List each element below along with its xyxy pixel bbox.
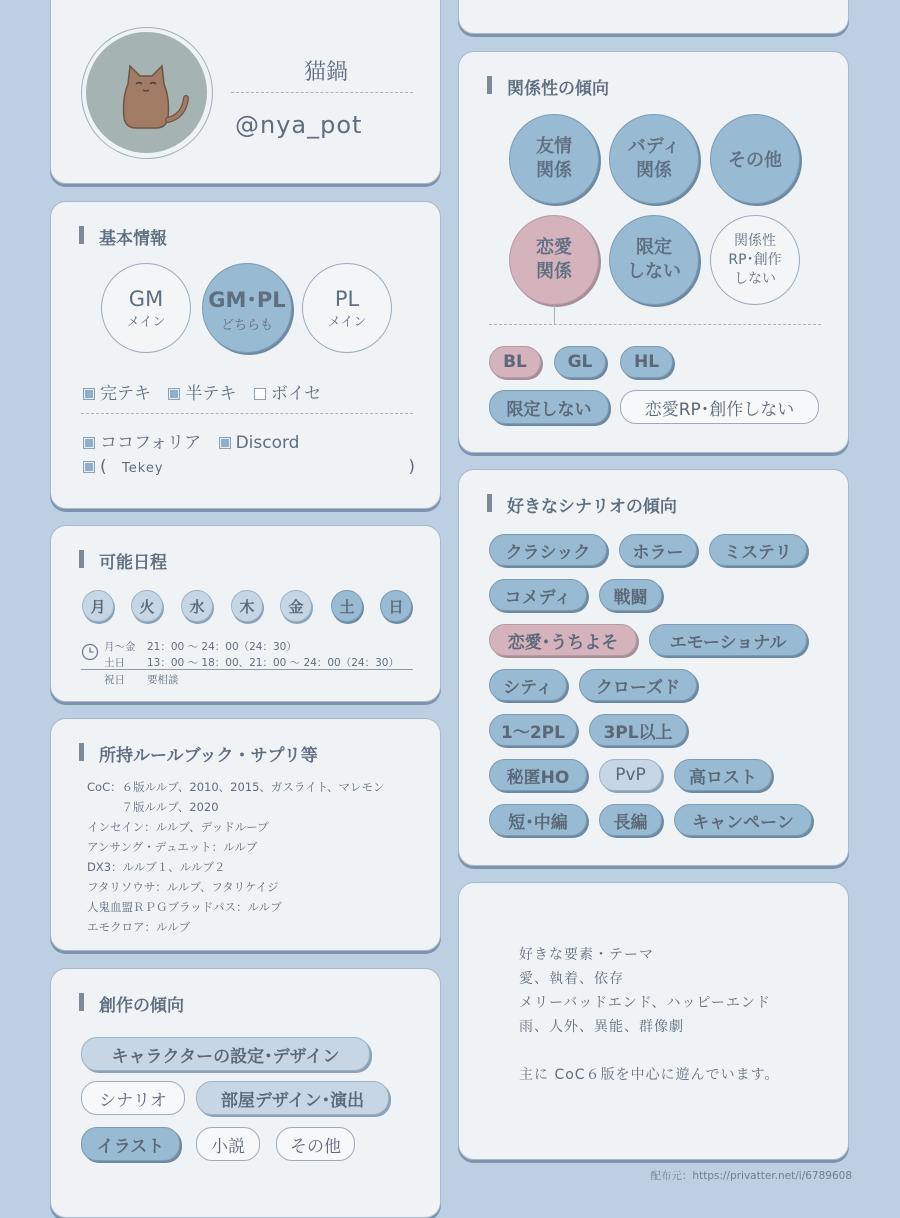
notes-line: 主に CoC６版を中心に遊んでいます。 (519, 1067, 780, 1083)
checkbox-icon (254, 388, 266, 400)
circle-line: しない (734, 270, 776, 287)
schedule-time: 21：00 ～ 24：00（24：30） (147, 641, 297, 653)
rulebook-line: DX3：ルルブ１、ルルブ２ (87, 860, 226, 874)
schedule-card (50, 525, 441, 702)
notes-text (519, 943, 779, 1087)
role-gm-main (101, 263, 191, 353)
session-type-label: ボイセ (270, 384, 322, 404)
profile-handle: @nya_pot (235, 111, 363, 139)
day-sat: 土 (331, 590, 363, 622)
profile-card (50, 0, 441, 184)
name-divider (231, 92, 413, 93)
circle-line: 恋愛 (536, 237, 572, 258)
role-sub-label: メイン (126, 314, 166, 330)
role-gm-pl (202, 263, 292, 353)
tool-label: Discord (235, 433, 300, 453)
scenario-tag: 恋愛･うちよそ (489, 624, 637, 656)
scenario-title: 好きなシナリオの傾向 (487, 492, 677, 517)
creation-tag: その他 (276, 1127, 355, 1161)
relation-unlimited (609, 215, 699, 305)
relation-tag: 恋愛RP･創作しない (620, 390, 819, 424)
role-sub-label: どちらも (220, 317, 273, 333)
scenario-tag: PvP (599, 759, 662, 791)
scenario-tag: 長編 (599, 804, 662, 836)
circle-line: しない (627, 261, 681, 282)
role-main-label: GM (128, 286, 164, 311)
scenario-tag: 3PL以上 (589, 714, 687, 746)
scenario-tag: クローズド (579, 669, 697, 701)
rulebook-line: エモクロア：ルルブ (87, 920, 191, 934)
other-tool-close: ) (408, 457, 415, 477)
day-fri: 金 (280, 590, 312, 622)
relation-other (710, 114, 800, 204)
circle-line: 関係 (536, 261, 572, 282)
profile-name: 猫鍋 (303, 60, 348, 85)
rulebooks-title: 所持ルールブック・サプリ等 (79, 741, 318, 766)
scenario-tag: 戦闘 (599, 579, 662, 611)
role-main-label: GM･PL (208, 287, 286, 312)
other-tool-open: ( (100, 457, 107, 477)
relation-none (710, 215, 800, 305)
rulebook-line: インセイン：ルルブ、デッドループ (87, 820, 269, 834)
relationship-divider (489, 324, 821, 325)
rulebooks-card (50, 718, 441, 951)
basic-divider (81, 413, 413, 414)
role-main-label: PL (334, 286, 360, 311)
creation-tag: シナリオ (81, 1081, 185, 1115)
scenario-tag: 1〜2PL (489, 714, 577, 746)
checkbox-icon (83, 388, 95, 400)
tools-row (83, 428, 311, 453)
session-type-label: 半テキ (185, 384, 237, 404)
rulebook-line: フタリソウサ：ルルブ、フタリケイジ (87, 880, 279, 894)
checkbox-icon (168, 388, 180, 400)
scenario-tag: 高ロスト (674, 759, 772, 791)
circle-line: バディ (627, 136, 681, 157)
notes-line: 愛、執着、依存 (519, 971, 624, 987)
scenario-tag: ミステリ (709, 534, 807, 566)
footer-credit: 配布元：https://privatter.net/i/6789608 (650, 1170, 852, 1182)
rulebook-line: CoC：６版ルルブ、2010、2015、ガスライト、マレモン (87, 780, 385, 794)
cat-icon (86, 32, 207, 153)
rulebook-line: 人鬼血盟ＲＰＧブラッドパス：ルルブ (87, 900, 282, 914)
other-tool-row (83, 457, 415, 477)
checkbox-icon (83, 461, 95, 473)
circle-line: 関係性 (734, 232, 776, 249)
scenario-tag: キャンペーン (674, 804, 812, 836)
top-partial-card (458, 0, 849, 34)
relation-romance (509, 215, 599, 305)
schedule-day: 祝日 (104, 674, 125, 686)
circle-line: 限定 (636, 237, 672, 258)
relationship-card (458, 51, 849, 453)
scenario-tag: エモーショナル (649, 624, 807, 656)
creation-tag: イラスト (81, 1127, 180, 1161)
circle-line: RP･創作 (728, 251, 782, 268)
relation-buddy (609, 114, 699, 204)
creation-card (50, 968, 441, 1218)
creation-tag: 小説 (196, 1127, 260, 1161)
relation-tag: GL (554, 346, 606, 378)
session-type-label: 完テキ (100, 384, 151, 404)
scenario-tag: クラシック (489, 534, 607, 566)
creation-tag: キャラクターの設定･デザイン (81, 1037, 370, 1071)
relation-tag: HL (620, 346, 673, 378)
creation-title: 創作の傾向 (79, 991, 184, 1016)
rulebook-line: アンサング・デュエット：ルルブ (87, 840, 258, 854)
notes-line: メリーバッドエンド、ハッピーエンド (519, 995, 771, 1011)
circle-line: 関係 (636, 160, 672, 181)
day-thu: 木 (231, 590, 263, 622)
notes-line: 雨、人外、異能、群像劇 (519, 1019, 684, 1035)
day-sun: 日 (380, 590, 412, 622)
clock-icon (81, 643, 99, 661)
schedule-day: 月～金 (104, 641, 136, 653)
creation-tag: 部屋デザイン･演出 (196, 1081, 389, 1115)
avatar (81, 27, 213, 159)
relationship-title: 関係性の傾向 (487, 74, 609, 99)
checkbox-icon (83, 437, 95, 449)
schedule-underline (81, 669, 413, 670)
role-pl-main (302, 263, 392, 353)
schedule-time: 13：00 ～ 18：00、21：00 ～ 24：00（24：30） (147, 657, 399, 669)
notes-line: 好きな要素・テーマ (519, 947, 654, 963)
rulebook-list (87, 777, 385, 937)
tool-label: ココフォリア (100, 433, 202, 453)
romance-connector (554, 305, 555, 325)
notes-line (519, 1039, 779, 1063)
scenario-tag: ホラー (619, 534, 697, 566)
relation-friendship (509, 114, 599, 204)
basic-info-title: 基本情報 (79, 224, 167, 249)
circle-line: 関係 (536, 160, 572, 181)
schedule-day: 土日 (104, 657, 125, 669)
checkbox-icon (219, 437, 231, 449)
scenario-tag: 短･中編 (489, 804, 587, 836)
rulebook-line: ７版ルルブ、2020 (87, 800, 219, 814)
scenario-tag: 秘匿HO (489, 759, 587, 791)
circle-line: 友情 (536, 136, 572, 157)
session-type-row (83, 379, 333, 404)
relation-tag: BL (489, 346, 541, 378)
basic-info-card (50, 201, 441, 509)
day-mon: 月 (82, 590, 114, 622)
role-sub-label: メイン (327, 314, 367, 330)
day-wed: 水 (181, 590, 213, 622)
schedule-title: 可能日程 (79, 548, 167, 573)
schedule-time: 要相談 (147, 674, 179, 686)
relation-tag: 限定しない (489, 390, 609, 424)
day-tue: 火 (131, 590, 163, 622)
circle-line: その他 (728, 150, 782, 171)
other-tool-value: Tekey (122, 461, 164, 476)
notes-card (458, 882, 849, 1160)
scenario-tag: シティ (489, 669, 567, 701)
scenario-tag: コメディ (489, 579, 587, 611)
scenario-card (458, 469, 849, 866)
